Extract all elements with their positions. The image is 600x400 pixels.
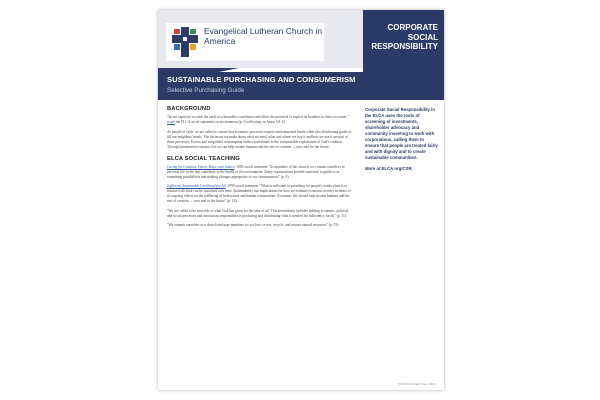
teaching-quote-2 [167, 184, 352, 204]
background-heading: BACKGROUND [167, 106, 211, 112]
org-name: Evangelical Lutheran Church in America [204, 26, 323, 46]
csr-badge [363, 10, 444, 84]
teaching-quote-4: "We commit ourselves as a church and urge members to: use less, re-use, recycle, and restore natural resources" (p. 15). [167, 223, 340, 227]
caring-for-creation-link[interactable]: Caring for Creation: Vision, Hope, and Justice [167, 164, 235, 169]
sidebar-text: Corporate Social Responsibility in the ELCA uses the tools of screening of investments, shareholder advocacy and community investing to work with corporations, calling them to ensure that people are treated fairly and with dignity and to create sustainable communities. [365, 107, 438, 160]
sufficient-livelihood-link[interactable]: Sufficient, Sustainable Livelihood for All [167, 184, 226, 188]
social-teaching-heading: ELCA SOCIAL TEACHING [167, 155, 240, 162]
background-quote-source: the ELCA social statement on environment (p. 3) reflecting on Amos 5:8-13. [174, 120, 287, 124]
document-subtitle: Selective Purchasing Guide [167, 87, 245, 94]
sidebar-more-link[interactable]: More at ELCA.org/CSR. [365, 166, 413, 171]
sidebar [365, 107, 439, 177]
teaching-quote-2-text: , 1999 social statement "What is sufficient in providing for people's wants often is in tension with what can be sustained over time. Sustainability has implications for how we evaluate economic activity in terms of its ongoing effects on the wellbeing of both nature and human communities. Economic life should help sustain humans and the rest of creation — now and in the future" (p. 14). [167, 184, 351, 203]
background-paragraph-1 [167, 115, 352, 125]
document-page [158, 10, 444, 390]
teaching-quote-1 [167, 165, 352, 180]
background-paragraph-2: As people of faith, we are called to ensure that economic processes respect environmental limits while also distributing goods to fill our neighbors' needs. The decisions we make about what we need, what and where we buy it and how we use it are part of these processes. Excess and misguided consumption further contributes to the irresponsible exploitation of God's creation. Through intentional economic life we can help sustain humans and the rest of creation — now and for the future. [167, 129, 352, 149]
background-quote: "In our captivity we treat the earth as a boundless warehouse and allow the powerful to exploit its bounties to their own ends," [167, 115, 349, 119]
teaching-quote-3: "We are called to be stewards of what God has given for the sake of all. This stewardship includes holding economic, political, and social processes and institutions responsible for producing and distributing what is needed for sufficiency for all" (p. 11). [167, 208, 350, 218]
csr-badge-label: CORPORATE SOCIAL RESPONSIBILITY [371, 23, 438, 51]
cross-logo-icon [170, 26, 200, 58]
elca-logo [166, 23, 324, 61]
document-title: SUSTAINABLE PURCHASING AND CONSUMERISM [167, 75, 356, 84]
reads-link[interactable]: reads [167, 120, 175, 124]
footer-note: INTRODUCED May 2024 [398, 382, 436, 386]
main-column [167, 107, 352, 233]
teaching-quote-1-text: , 1993 social statement "As members of this church, we commit ourselves to personal life styles that contribute to the health of the environment. Many organizations provide materials to guide us in examining possibilities and making changes appropriate to our circumstances" (p. 8). [167, 164, 345, 179]
